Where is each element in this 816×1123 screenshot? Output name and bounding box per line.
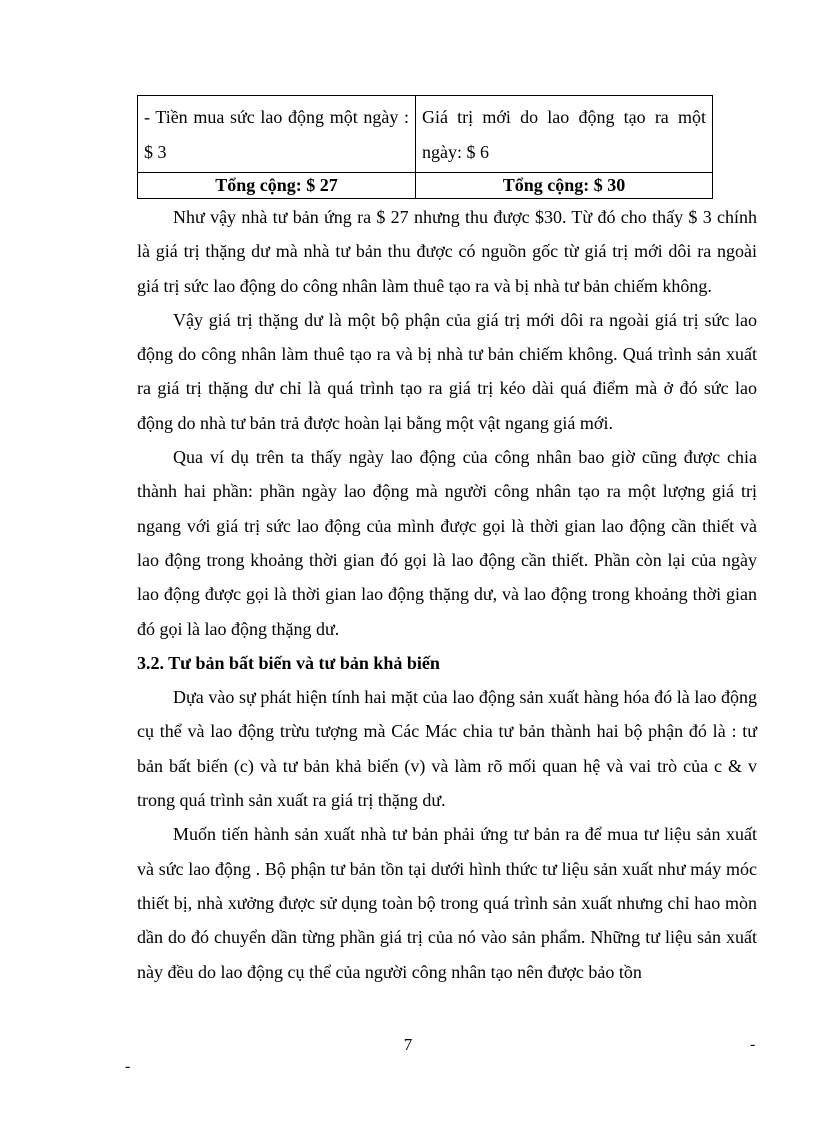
page-number: 7 <box>403 1035 413 1054</box>
comparison-table <box>137 95 713 199</box>
paragraph-3: Qua ví dụ trên ta thấy ngày lao động của công nhân bao giờ cũng được chia thành hai phần: phần ngày lao động mà người công nhân tạo ra một lượng giá trị ngang với giá trị sức lao động của mình được gọi là thời gian lao động cần thiết và lao động trong khoảng thời gian đó gọi là lao động cần thiết. Phần còn lại của ngày lao động được gọi là thời gian lao động thặng dư, và lao động trong khoảng thời gian đó gọi là lao động thặng dư. <box>137 447 757 639</box>
table-total-row <box>138 173 713 199</box>
table-row <box>138 96 713 173</box>
section-heading: 3.2. Tư bản bất biến và tư bản khả biến <box>137 652 440 673</box>
paragraph-1: Như vậy nhà tư bản ứng ra $ 27 nhưng thu được $30. Từ đó cho thấy $ 3 chính là giá trị thặng dư mà nhà tư bản thu được có nguồn gốc từ giá trị mới dôi ra ngoài giá trị sức lao động do công nhân làm thuê tạo ra và bị nhà tư bản chiếm không. <box>137 207 757 296</box>
document-body <box>137 200 757 989</box>
footer-dash-left: - <box>125 1058 131 1075</box>
table-total-left: Tổng cộng: $ 27 <box>138 173 416 199</box>
table-total-right: Tổng cộng: $ 30 <box>416 173 713 199</box>
paragraph-2: Vậy giá trị thặng dư là một bộ phận của giá trị mới dôi ra ngoài giá trị sức lao động do công nhân làm thuê tạo ra và bị nhà tư bản chiếm không. Quá trình sản xuất ra giá trị thặng dư chỉ là quá trình tạo ra giá trị kéo dài quá điểm mà ở đó sức lao động do nhà tư bản trả được hoàn lại bằng một vật ngang giá mới. <box>137 309 757 433</box>
table-cell-value: Giá trị mới do lao động tạo ra một ngày: $ 6 <box>416 96 713 173</box>
paragraph-4: Dựa vào sự phát hiện tính hai mặt của lao động sản xuất hàng hóa đó là lao động cụ thể và lao động trừu tượng mà Các Mác chia tư bản thành hai bộ phận đó là : tư bản bất biến (c) và tư bản khả biến (v) và làm rõ mối quan hệ và vai trò của c & v trong quá trình sản xuất ra giá trị thặng dư. <box>137 687 757 811</box>
table-cell-cost: - Tiền mua sức lao động một ngày : $ 3 <box>138 96 416 173</box>
footer-dash-right: - <box>750 1036 756 1053</box>
paragraph-5: Muốn tiến hành sản xuất nhà tư bản phải ứng tư bản ra để mua tư liệu sản xuất và sức lao động . Bộ phận tư bản tồn tại dưới hình thức tư liệu sản xuất như máy móc thiết bị, nhà xưởng được sử dụng toàn bộ trong quá trình sản xuất nhưng chỉ hao mòn dần do đó chuyển dần từng phần giá trị của nó vào sản phẩm. Những tư liệu sản xuất này đều do lao động cụ thể của người công nhân tạo nên được bảo tồn <box>137 824 757 982</box>
